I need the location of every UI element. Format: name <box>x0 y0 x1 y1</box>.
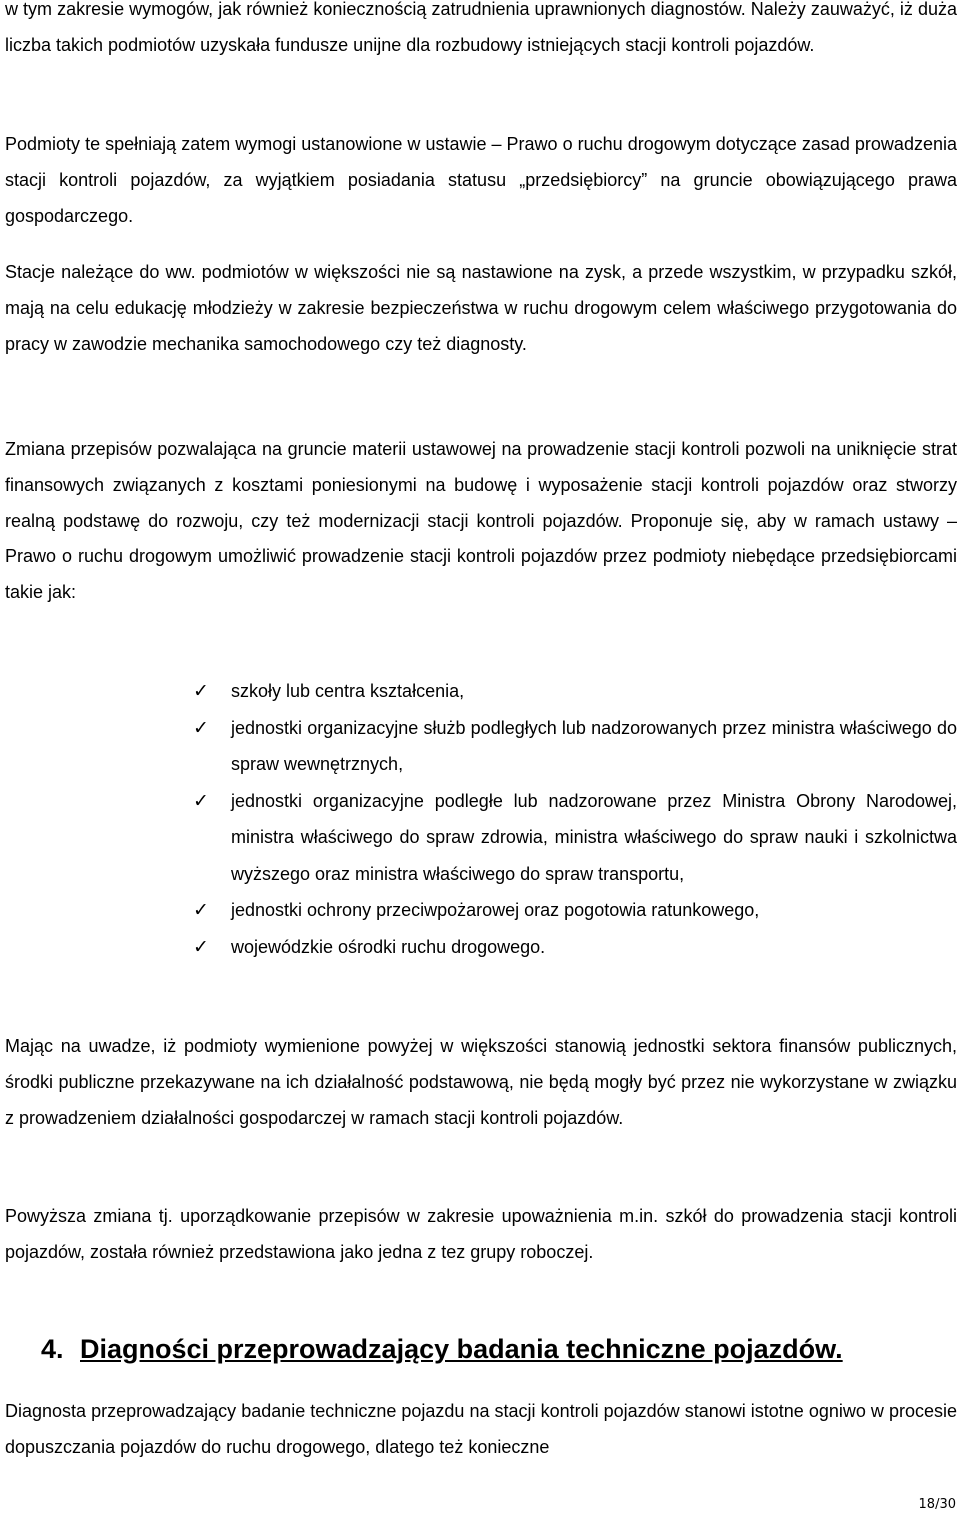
checkmark-icon: ✓ <box>193 716 209 739</box>
list-item <box>5 929 957 966</box>
list-item-text: szkoły lub centra kształcenia, <box>231 681 465 701</box>
paragraph-working-group: Powyższa zmiana tj. uporządkowanie przepisów w zakresie upoważnienia m.in. szkół do prowadzenia stacji kontroli pojazdów, została również przedstawiona jako jedna z tez grupy roboczej. <box>5 1206 957 1262</box>
list-item-text: jednostki ochrony przeciwpożarowej oraz pogotowia ratunkowego, <box>231 900 760 920</box>
section-number: 4. <box>41 1334 64 1364</box>
paragraph-intro: w tym zakresie wymogów, jak również koniecznością zatrudnienia uprawnionych diagnostów. Należy zauważyć, iż duża liczba takich podmiotów uzyskała fundusze unijne dla rozbudowy istniejących stacji kontroli pojazdów. <box>5 0 957 55</box>
paragraph-public-finance: Mając na uwadze, iż podmioty wymienione powyżej w większości stanowią jednostki sektora finansów publicznych, środki publiczne przekazywane na ich działalność podstawową, nie będą mogły być przez nie wykorzystane w związku z prowadzeniem działalności gospodarczej w ramach stacji kontroli pojazdów. <box>5 1036 957 1128</box>
list-item <box>5 892 957 929</box>
paragraph-diagnostician: Diagnosta przeprowadzający badanie techniczne pojazdu na stacji kontroli pojazdów stanowi istotne ogniwo w procesie dopuszczania pojazdów do ruchu drogowego, dlatego też konieczne <box>5 1401 957 1457</box>
paragraph-regulation-change: Zmiana przepisów pozwalająca na gruncie materii ustawowej na prowadzenie stacji kontroli pozwoli na uniknięcie strat finansowych związanych z kosztami poniesionymi na budowę i wyposażenie stacji kontroli pojazdów oraz stworzy realną podstawę do rozwoju, czy też modernizacji stacji kontroli pojazdów. Proponuje się, aby w ramach ustawy – Prawo o ruchu drogowym umożliwić prowadzenie stacji kontroli pojazdów przez podmioty niebędące przedsiębiorcami takie jak: <box>5 439 957 603</box>
list-item-text: jednostki organizacyjne służb podległych lub nadzorowanych przez ministra właściwego do spraw wewnętrznych, <box>231 717 957 774</box>
checkmark-icon: ✓ <box>193 680 209 702</box>
list-item <box>5 783 957 893</box>
list-item <box>5 710 957 783</box>
list-item <box>5 673 957 710</box>
checkmark-icon: ✓ <box>193 899 209 921</box>
list-item-text: wojewódzkie ośrodki ruchu drogowego. <box>231 936 546 957</box>
paragraph-stations: Stacje należące do ww. podmiotów w większości nie są nastawione na zysk, a przede wszystkim, w przypadku szkół, mają na celu edukację młodzieży w zakresie bezpieczeństwa w ruchu drogowym celem właściwego przygotowania do pracy w zawodzie mechanika samochodowego czy też diagnosty. <box>5 262 957 354</box>
entity-list <box>5 673 957 965</box>
checkmark-icon: ✓ <box>193 789 209 812</box>
paragraph-requirements: Podmioty te spełniają zatem wymogi ustanowione w ustawie – Prawo o ruchu drogowym dotyczące zasad prowadzenia stacji kontroli pojazdów, za wyjątkiem posiadania statusu „przedsiębiorcy” na gruncie obowiązującego prawa gospodarczego. <box>5 134 957 226</box>
list-item-text: jednostki organizacyjne podległe lub nadzorowane przez Ministra Obrony Narodowej, ministra właściwego do spraw zdrowia, ministra właściwego do spraw nauki i szkolnictwa wyższego oraz ministra właściwego do spraw transportu, <box>231 790 957 884</box>
page-number: 18/30 <box>918 1497 956 1512</box>
checkmark-icon: ✓ <box>193 935 209 958</box>
section-title: Diagności przeprowadzający badania techniczne pojazdów. <box>80 1334 843 1364</box>
